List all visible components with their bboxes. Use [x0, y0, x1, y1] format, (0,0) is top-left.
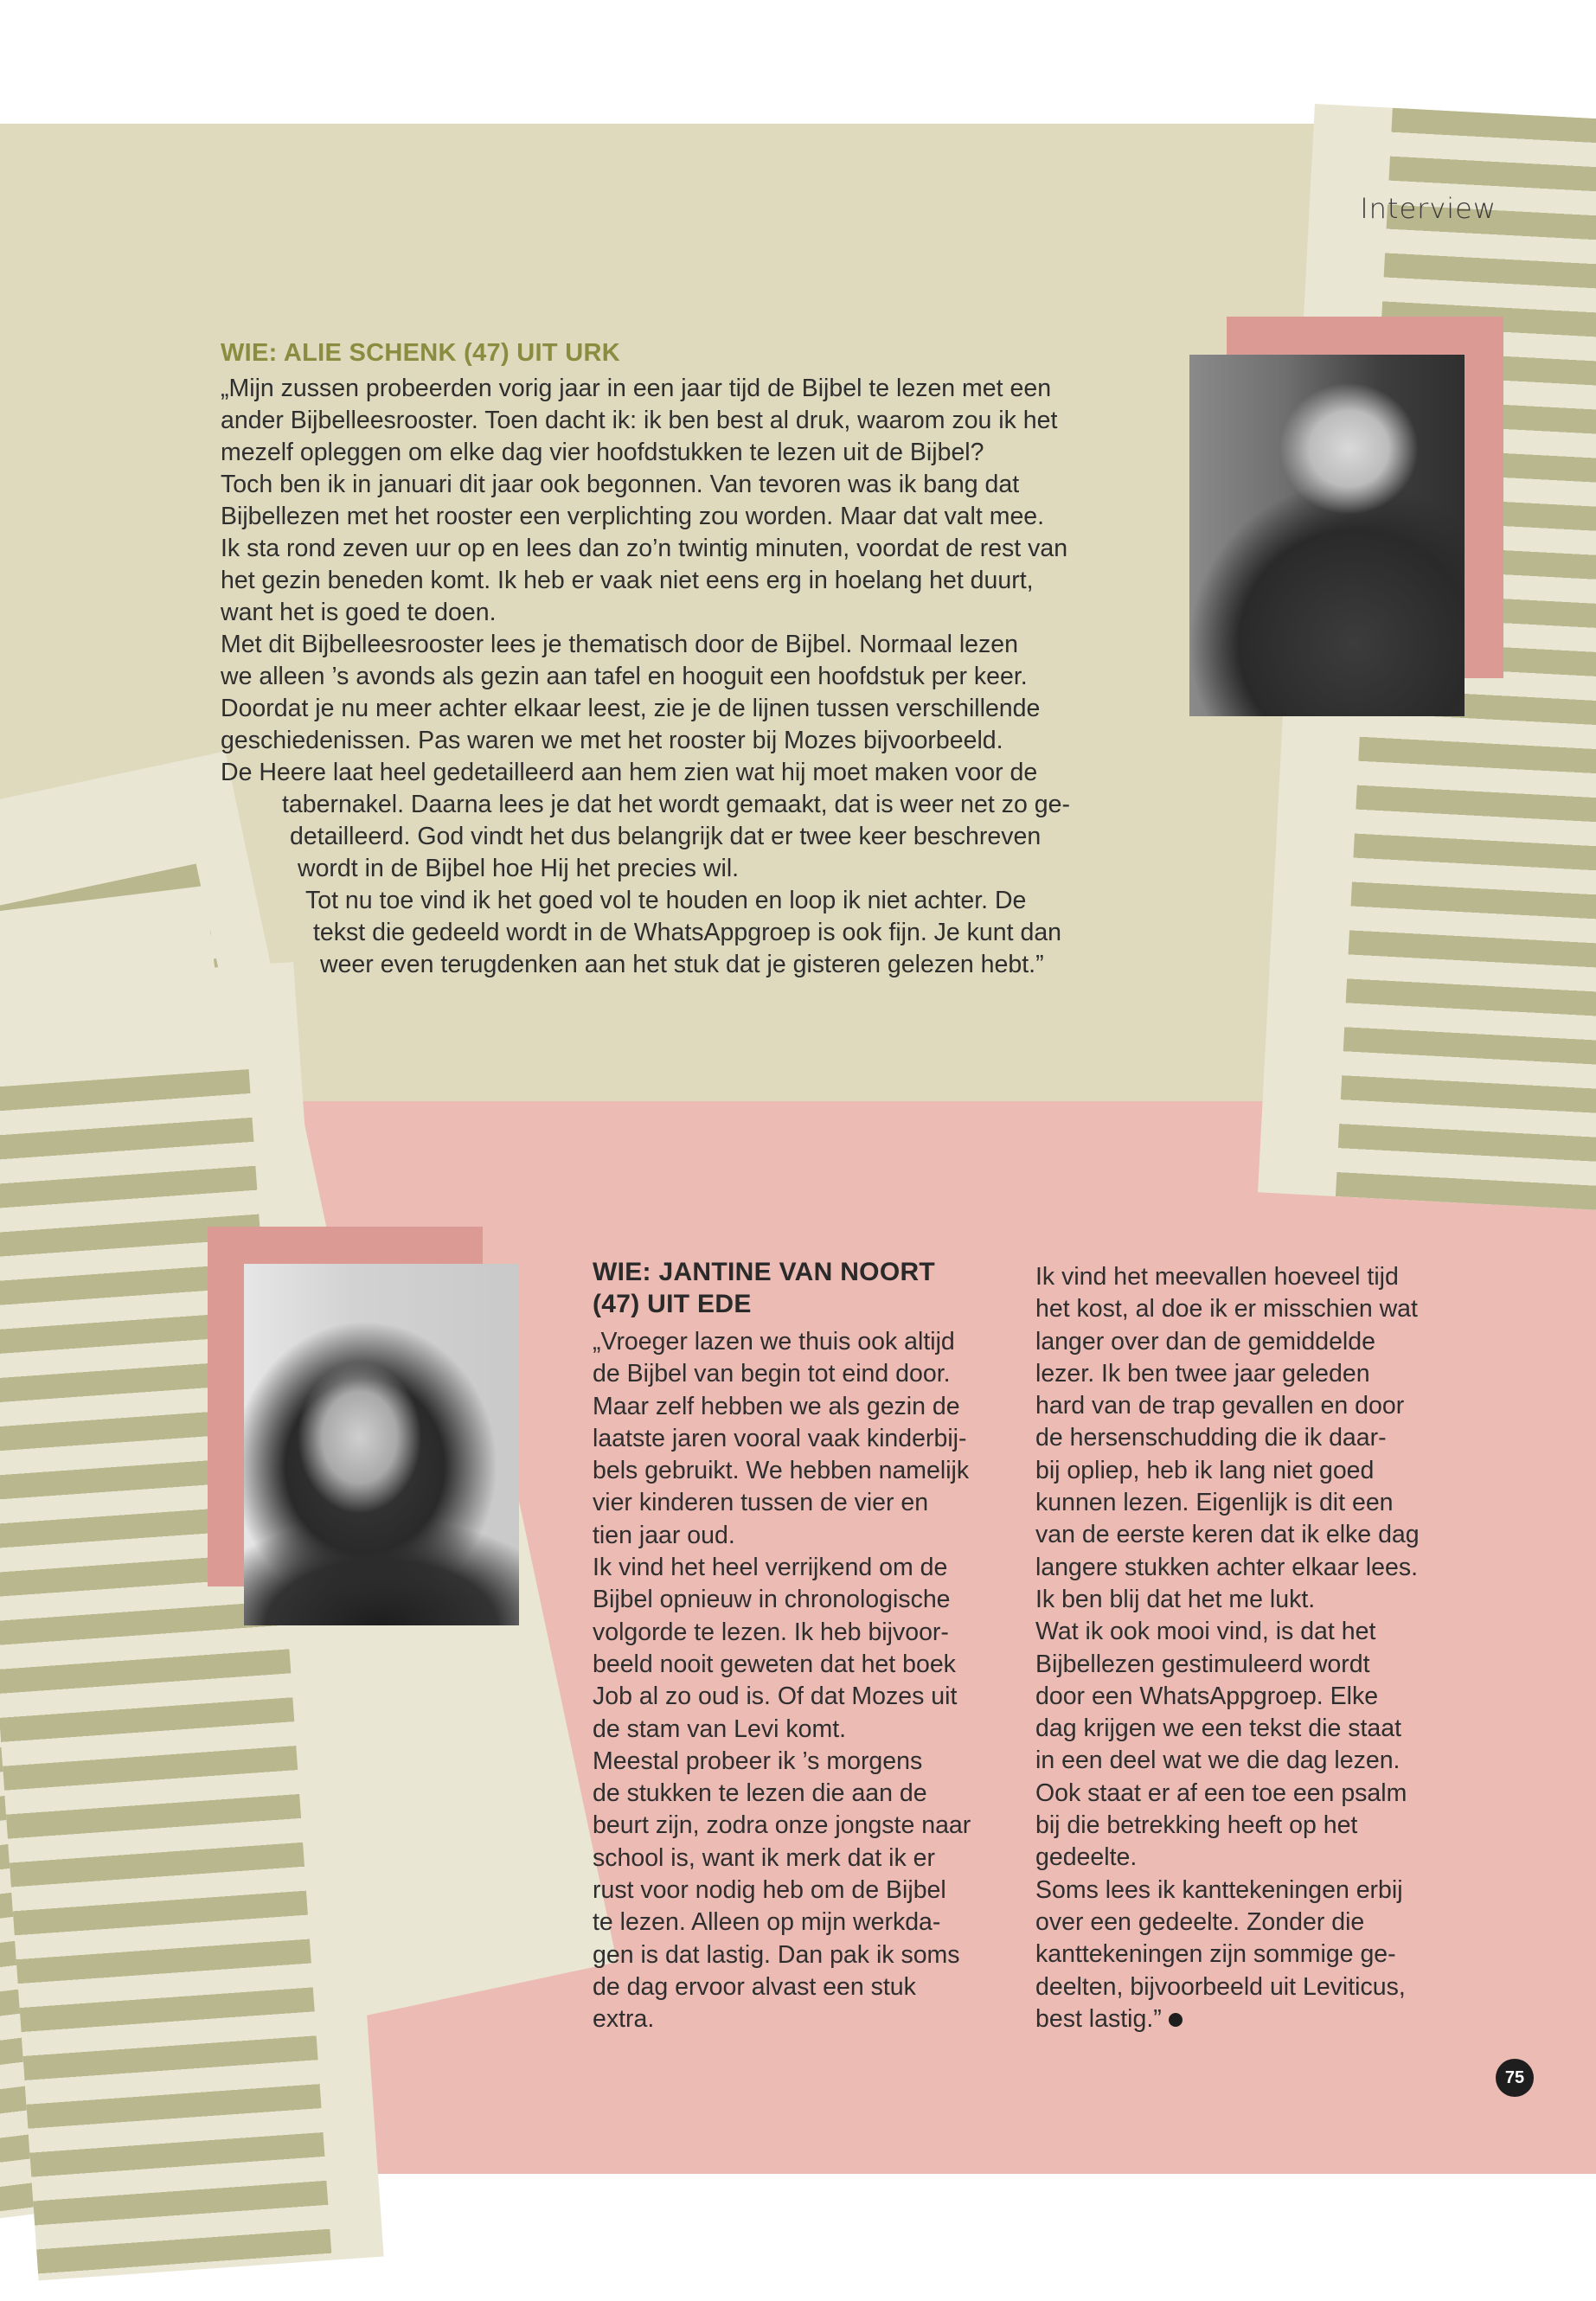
text-line: geschiedenissen. Pas waren we met het rooster bij Mozes bijvoorbeeld.: [221, 727, 1003, 754]
text-line: wordt in de Bijbel hoe Hij het precies wil.: [298, 855, 740, 882]
text-line: het gezin beneden komt. Ik heb er vaak niet eens erg in hoelang het duurt,: [221, 567, 1034, 594]
section-label: Interview: [1360, 192, 1497, 225]
text-line: we alleen ’s avonds als gezin aan tafel en hooguit een hoofdstuk per keer.: [221, 663, 1028, 690]
interviewee-heading-jantine: [593, 1256, 999, 1320]
text-line: Toch ben ik in januari dit jaar ook begonnen. Van tevoren was ik bang dat: [221, 471, 1020, 498]
column-text: Ik vind het meevallen hoeveel tijd het kost, al doe ik er misschien wat langer over dan de gemiddelde lezer. Ik ben twee jaar geleden hard van de trap gevallen en door de hersenschudding die ik daar- bij opliep, heb ik lang niet goed kunnen lezen. Eigenlijk is dit een van de eerste keren dat ik elke dag langere stukken achter elkaar lees. Ik ben blij dat het me lukt. Wat ik ook mooi vind, is dat het Bijbellezen gestimuleerd wordt door een WhatsAppgroep. Elke dag krijgen we een tekst die staat in een deel wat we die dag lezen. Ook staat er af een toe een psalm bij die betrekking heeft op het gedeelte. Soms lees ik kanttekeningen erbij over een gedeelte. Zonder die kanttekeningen zijn sommige ge- deelten, bijvoorbeeld uit Leviticus, best lastig.”: [1035, 1263, 1420, 2033]
text-line: want het is goed te doen.: [221, 599, 497, 626]
text-line: mezelf opleggen om elke dag vier hoofdstukken te lezen uit de Bijbel?: [221, 439, 984, 466]
end-bullet-icon: [1169, 2013, 1183, 2027]
text-line: Met dit Bijbelleesrooster lees je thematisch door de Bijbel. Normaal lezen: [221, 631, 1018, 658]
text-line: Ik sta rond zeven uur op en lees dan zo’n twintig minuten, voordat de rest van: [221, 535, 1068, 562]
text-line: De Heere laat heel gedetailleerd aan hem zien wat hij moet maken voor de: [221, 759, 1038, 786]
text-line: Doordat je nu meer achter elkaar leest, zie je de lijnen tussen verschillende: [221, 695, 1041, 722]
interviewee-heading-alie: WIE: ALIE SCHENK (47) UIT URK: [221, 339, 620, 367]
text-line: Tot nu toe vind ik het goed vol te houden en loop ik niet achter. De: [305, 887, 1027, 914]
portrait-photo-jantine: [244, 1264, 519, 1625]
interview-text-jantine-column-1: „Vroeger lazen we thuis ook altijd de Bijbel van begin tot eind door. Maar zelf hebben we als gezin de laatste jaren vooral vaak kinderbij- bels gebruikt. We hebben namelijk vier kinderen tussen de vier en tien jaar oud. Ik vind het heel verrijkend om de Bijbel opnieuw in chronologische volgorde te lezen. Ik heb bijvoor- beeld nooit geweten dat het boek Job al zo oud is. Of dat Mozes uit de stam van Levi komt. Meestal probeer ik ’s morgens de stukken te lezen die aan de beurt zijn, zodra onze jongste naar school is, want ik merk dat ik er rust voor nodig heb om de Bijbel te lezen. Alleen op mijn werkda- gen is dat lastig. Dan pak ik soms de dag ervoor alvast een stuk extra.: [593, 1328, 971, 2034]
text-line: Bijbellezen met het rooster een verplichting zou worden. Maar dat valt mee.: [221, 503, 1045, 530]
interview-text-jantine-column-2: [1035, 1261, 1451, 2035]
portrait-photo-alie: [1189, 355, 1465, 716]
text-line: „Mijn zussen probeerden vorig jaar in een jaar tijd de Bijbel te lezen met een: [221, 375, 1052, 402]
text-line: ander Bijbelleesrooster. Toen dacht ik: ik ben best al druk, waarom zou ik het: [221, 407, 1058, 434]
page-number: 75: [1496, 2059, 1534, 2097]
heading-line: WIE: JANTINE VAN NOORT: [593, 1258, 936, 1286]
text-line: tabernakel. Daarna lees je dat het wordt gemaakt, dat is weer net zo ge-: [282, 791, 1070, 818]
text-line: tekst die gedeeld wordt in de WhatsAppgroep is ook fijn. Je kunt dan: [313, 919, 1062, 946]
heading-line: (47) UIT EDE: [593, 1290, 752, 1318]
text-line: detailleerd. God vindt het dus belangrijk dat er twee keer beschreven: [290, 823, 1042, 850]
text-line: weer even terugdenken aan het stuk dat je gisteren gelezen hebt.”: [320, 951, 1044, 978]
